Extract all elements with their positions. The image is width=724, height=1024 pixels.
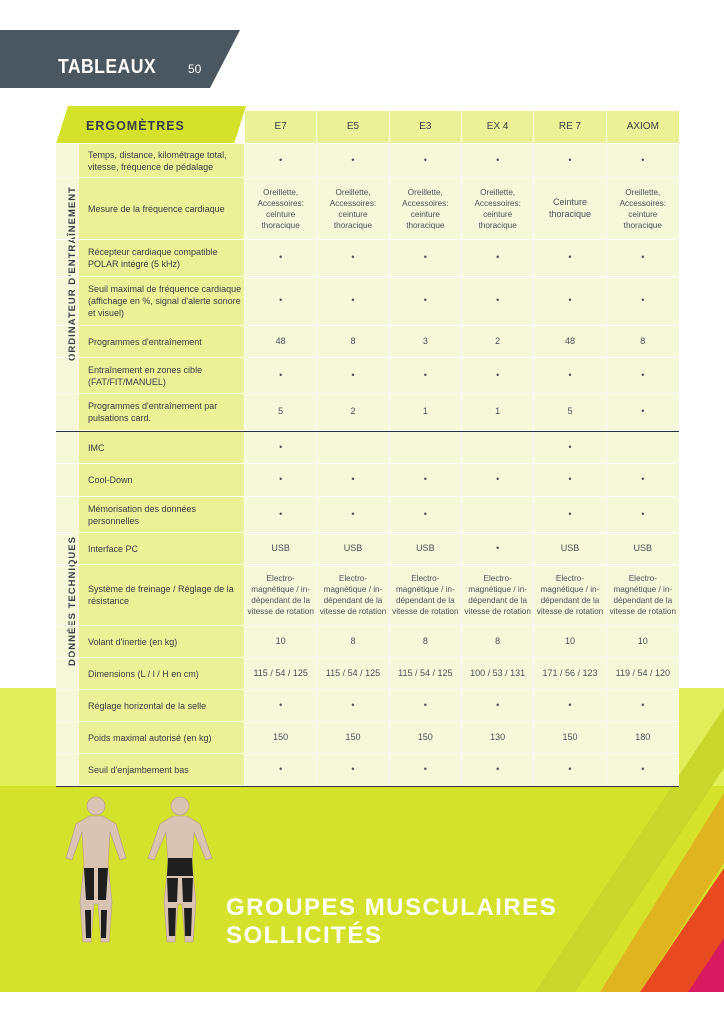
table-cell: •	[317, 690, 389, 721]
muscle-title-line1: GROUPES MUSCULAIRES	[226, 894, 558, 921]
column-header: RE 7	[534, 111, 606, 143]
row-label: Cool-Down	[79, 464, 245, 496]
table-cell: Electro-magnétique / in-dépendant de la vitesse de rotation	[534, 565, 606, 625]
table-cell: •	[607, 277, 679, 325]
table-cell: 2	[317, 394, 389, 430]
table-cell: •	[607, 497, 679, 532]
table-cell: 5	[245, 394, 317, 430]
table-cell: •	[607, 690, 679, 721]
table-row	[56, 690, 679, 722]
row-label: Seuil d'enjambement bas	[79, 754, 245, 785]
table-cell: 8	[317, 626, 389, 657]
table-cell: •	[534, 240, 606, 276]
table-cell: 115 / 54 / 125	[390, 658, 462, 689]
table-cell: 10	[607, 626, 679, 657]
table-cell: Oreillette, Accessoires: ceinture thoracique	[245, 178, 317, 239]
table-cell: 10	[534, 626, 606, 657]
table-cell	[462, 432, 534, 463]
table-cell: 5	[534, 394, 606, 430]
table-cell: •	[607, 464, 679, 496]
table-cell: •	[534, 358, 606, 393]
table-cell: •	[317, 144, 389, 177]
table-cell: USB	[607, 533, 679, 564]
table-row	[56, 658, 679, 690]
table-cell: •	[317, 240, 389, 276]
table-cell: •	[607, 394, 679, 430]
table-cell: Oreillette, Accessoires: ceinture thoracique	[462, 178, 534, 239]
table-cell: •	[317, 358, 389, 393]
table-row	[56, 358, 679, 394]
table-cell: •	[317, 754, 389, 785]
row-label: Programmes d'entraînement par pulsations card.	[79, 394, 245, 430]
table-cell: •	[462, 464, 534, 496]
table-cell: •	[534, 690, 606, 721]
table-cell: 100 / 53 / 131	[462, 658, 534, 689]
column-header: EX 4	[462, 111, 534, 143]
section-label: DONNÉES TECHNIQUES	[67, 536, 78, 666]
table-corner-label: ERGOMÈTRES	[86, 119, 185, 133]
table-cell: •	[462, 144, 534, 177]
column-header: E3	[390, 111, 462, 143]
table-cell: 115 / 54 / 125	[245, 658, 317, 689]
muscle-title-line2: SOLLICITÉS	[226, 922, 383, 949]
table-cell: 115 / 54 / 125	[317, 658, 389, 689]
table-cell	[462, 497, 534, 532]
table-cell: 48	[534, 326, 606, 357]
table-cell: •	[390, 754, 462, 785]
table-cell: •	[390, 464, 462, 496]
table-cell: •	[245, 240, 317, 276]
table-cell: 2	[462, 326, 534, 357]
table-cell: 150	[245, 722, 317, 753]
table-cell: •	[534, 432, 606, 463]
table-cell: •	[462, 690, 534, 721]
row-label: Programmes d'entraînement	[79, 326, 245, 357]
table-cell: 48	[245, 326, 317, 357]
table-cell: •	[390, 358, 462, 393]
section-divider	[56, 431, 679, 432]
table-cell: •	[390, 240, 462, 276]
table-row	[56, 178, 679, 240]
table-cell: 8	[390, 626, 462, 657]
table-cell	[317, 432, 389, 463]
table-cell: •	[462, 358, 534, 393]
table-cell: Electro-magnétique / in-dépendant de la vitesse de rotation	[317, 565, 389, 625]
table-cell: Oreillette, Accessoires: ceinture thoracique	[607, 178, 679, 239]
table-cell: •	[534, 144, 606, 177]
table-cell: •	[245, 277, 317, 325]
table-cell: •	[462, 277, 534, 325]
table-cell: 180	[607, 722, 679, 753]
table-row	[56, 754, 679, 786]
table-cell: •	[534, 464, 606, 496]
table-cell: •	[245, 464, 317, 496]
table-cell: 150	[534, 722, 606, 753]
row-label: Mesure de la fréquence cardiaque	[79, 178, 245, 239]
row-label: Interface PC	[79, 533, 245, 564]
table-cell: •	[607, 754, 679, 785]
table-cell: Oreillette, Accessoires: ceinture thoracique	[390, 178, 462, 239]
table-row	[56, 394, 679, 431]
table-row	[56, 240, 679, 277]
table-cell: •	[245, 690, 317, 721]
table-cell: Electro-magnétique / in-dépendant de la vitesse de rotation	[607, 565, 679, 625]
table-cell: Electro-magnétique / in-dépendant de la vitesse de rotation	[245, 565, 317, 625]
table-row	[56, 626, 679, 658]
table-cell: •	[607, 144, 679, 177]
table-cell: Ceinture thoracique	[534, 178, 606, 239]
table-cell: 150	[390, 722, 462, 753]
table-row	[56, 565, 679, 626]
row-label: Réglage horizontal de la selle	[79, 690, 245, 721]
table-cell: •	[534, 754, 606, 785]
section-title: TABLEAUX	[58, 56, 157, 78]
table-cell: Electro-magnétique / in-dépendant de la vitesse de rotation	[462, 565, 534, 625]
page-number: 50	[188, 62, 202, 76]
table-cell: •	[462, 754, 534, 785]
section-label: ORDINATEUR D'ENTRAÎNEMENT	[67, 186, 78, 361]
table-cell: 10	[245, 626, 317, 657]
table-cell: •	[245, 358, 317, 393]
row-label: Seuil maximal de fréquence cardiaque (affichage en %, signal d'alerte sonore et visuel)	[79, 277, 245, 325]
table-cell: 8	[317, 326, 389, 357]
table-row	[56, 533, 679, 565]
table-row	[56, 722, 679, 754]
table-bottom-rule	[56, 786, 679, 787]
table-cell: •	[390, 497, 462, 532]
row-label: Mémorisation des données personnelles	[79, 497, 245, 532]
muscle-figures-illustration	[56, 792, 224, 952]
table-cell: 130	[462, 722, 534, 753]
row-label: Dimensions (L / l / H en cm)	[79, 658, 245, 689]
row-label: IMC	[79, 432, 245, 463]
table-row	[56, 432, 679, 464]
table-cell: •	[390, 690, 462, 721]
table-cell: •	[390, 277, 462, 325]
table-cell: •	[607, 358, 679, 393]
table-cell: Oreillette, Accessoires: ceinture thoracique	[317, 178, 389, 239]
table-row	[56, 144, 679, 178]
table-cell: •	[462, 240, 534, 276]
table-cell: •	[534, 497, 606, 532]
column-header: E5	[317, 111, 389, 143]
table-header-row	[56, 111, 679, 144]
table-cell: •	[245, 754, 317, 785]
table-row	[56, 464, 679, 497]
table-cell: •	[317, 464, 389, 496]
table-row	[56, 326, 679, 358]
row-label: Volant d'inertie (en kg)	[79, 626, 245, 657]
table-cell: •	[607, 240, 679, 276]
table-cell: 1	[462, 394, 534, 430]
table-cell: 3	[390, 326, 462, 357]
table-cell	[390, 432, 462, 463]
table-cell: •	[534, 277, 606, 325]
table-cell: •	[245, 432, 317, 463]
column-header: AXIOM	[607, 111, 679, 143]
table-cell: •	[317, 497, 389, 532]
table-cell: 171 / 56 / 123	[534, 658, 606, 689]
table-cell: Electro-magnétique / in-dépendant de la vitesse de rotation	[390, 565, 462, 625]
table-cell: USB	[390, 533, 462, 564]
table-cell: •	[390, 144, 462, 177]
row-label: Entraînement en zones cible (FAT/FIT/MANUEL)	[79, 358, 245, 393]
table-cell: •	[245, 144, 317, 177]
table-cell: USB	[245, 533, 317, 564]
table-cell: USB	[534, 533, 606, 564]
muscle-groups-title	[226, 894, 557, 950]
table-cell: 119 / 54 / 120	[607, 658, 679, 689]
table-cell: •	[245, 497, 317, 532]
table-row	[56, 277, 679, 326]
table-cell: USB	[317, 533, 389, 564]
table-cell: 8	[462, 626, 534, 657]
row-label: Système de freinage / Réglage de la résistance	[79, 565, 245, 625]
table-cell: 8	[607, 326, 679, 357]
row-label: Temps, distance, kilométrage total, vitesse, fréquence de pédalage	[79, 144, 245, 177]
column-header: E7	[245, 111, 317, 143]
table-cell: 1	[390, 394, 462, 430]
table-cell: •	[462, 533, 534, 564]
table-cell	[607, 432, 679, 463]
table-row	[56, 497, 679, 533]
row-label: Poids maximal autorisé (en kg)	[79, 722, 245, 753]
table-cell: •	[317, 277, 389, 325]
table-cell: 150	[317, 722, 389, 753]
row-label: Récepteur cardiaque compatible POLAR intégré (5 kHz)	[79, 240, 245, 276]
